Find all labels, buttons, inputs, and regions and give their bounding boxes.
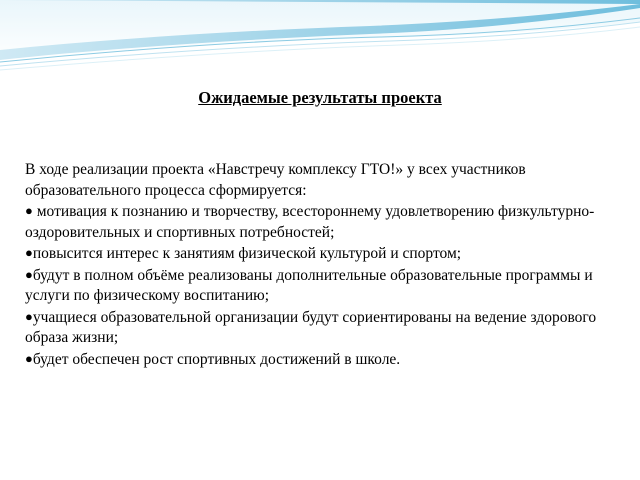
bullet-icon: ● (25, 308, 33, 324)
bullet-text: повысится интерес к занятиям физической культурой и спортом; (32, 245, 462, 262)
intro-paragraph: В ходе реализации проекта «Навстречу комплексу ГТО!» у всех участников образовательного процесса сформируется: (25, 161, 526, 199)
bullet-item (25, 201, 620, 243)
bullet-icon: ● (25, 203, 33, 218)
bullet-item (25, 243, 620, 265)
bullet-icon: ● (25, 245, 33, 260)
bullet-icon: ● (25, 350, 33, 366)
header-wave-decoration (0, 0, 640, 80)
bullet-item (25, 307, 620, 349)
bullet-item (25, 265, 620, 307)
bullet-text: учащиеся образовательной организации будут сориентированы на ведение здорового образа жизни; (25, 308, 597, 346)
slide-body (25, 160, 620, 370)
bullet-text: мотивация к познанию и творчеству, всестороннему удовлетворению физкультурно-оздоровительных и спортивных потребностей; (25, 203, 595, 241)
slide-title-text: Ожидаемые результаты проекта (198, 88, 442, 107)
bullet-icon: ● (25, 266, 33, 282)
bullet-text: будут в полном объёме реализованы дополнительные образовательные программы и услуги по физическому воспитанию; (25, 266, 593, 304)
bullet-item (25, 349, 620, 371)
slide-title (0, 88, 640, 108)
bullet-text: будет обеспечен рост спортивных достижений в школе. (32, 350, 401, 368)
